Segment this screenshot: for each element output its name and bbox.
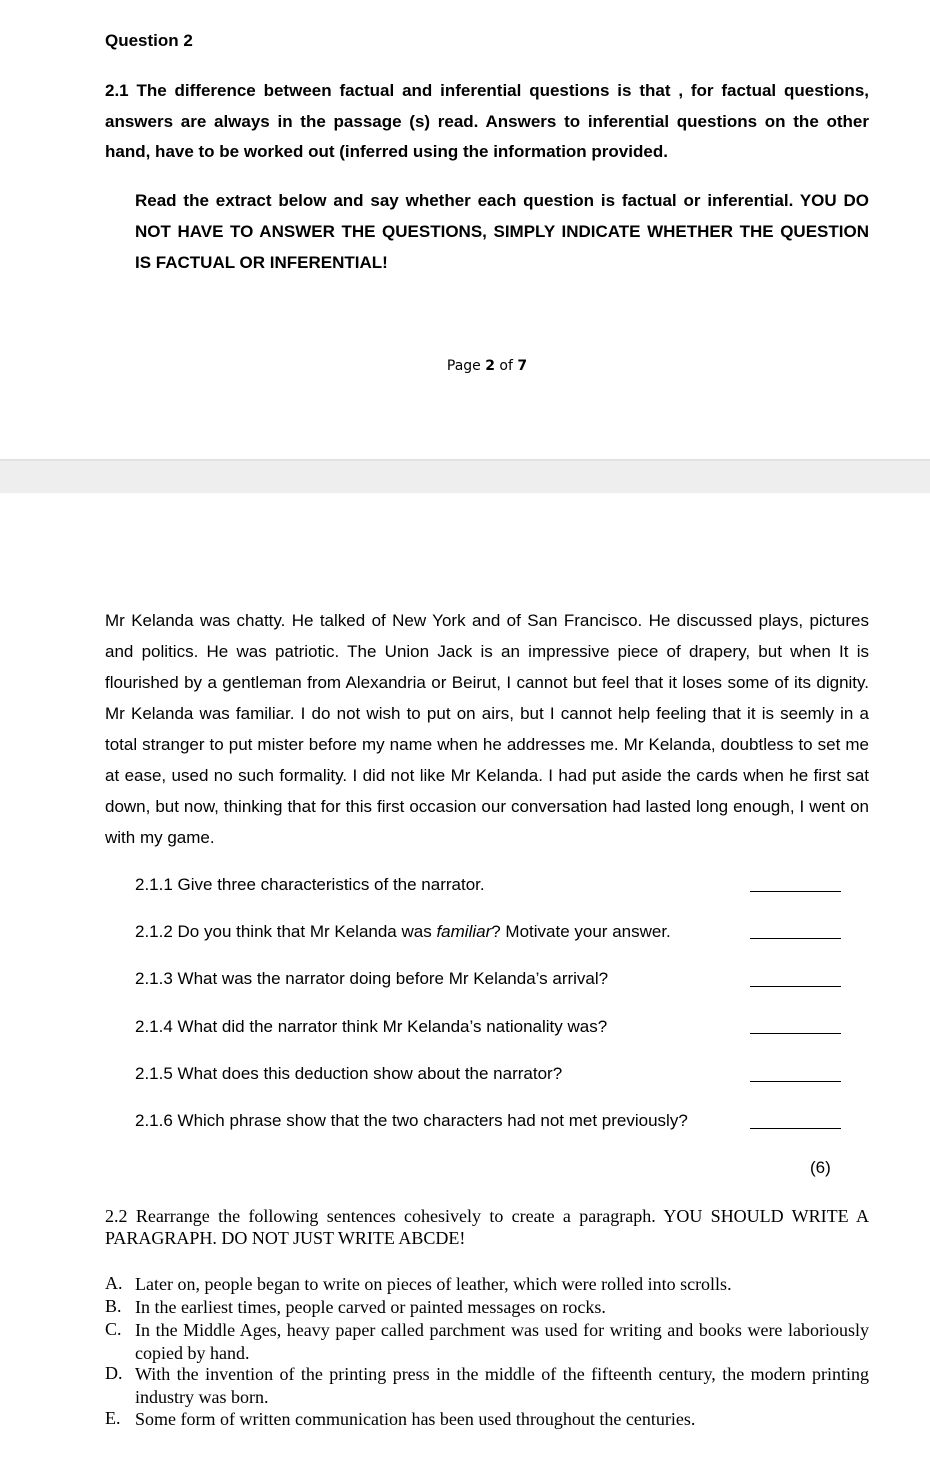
option-letter-d: D. bbox=[105, 1363, 123, 1383]
instruction-paragraph: Read the extract below and say whether each question is factual or inferential. YOU DO NOT HAVE TO ANSWER THE QUESTIONS, SIMPLY INDICATE WHETHER THE QUESTION IS FACTUAL OR INFERENTIAL! bbox=[135, 191, 869, 272]
question-2-1-2-italic: familiar bbox=[436, 922, 492, 941]
footer-total-pages: 7 bbox=[517, 358, 528, 374]
question-2-1-5: 2.1.5 What does this deduction show about the narrator? bbox=[135, 1064, 563, 1083]
option-text-e: Some form of written communication has been used throughout the centuries. bbox=[135, 1409, 696, 1429]
page-separator bbox=[0, 459, 930, 493]
intro-paragraph: 2.1 The difference between factual and inferential questions is that , for factual questions, answers are always in the passage (s) read. Answers to inferential questions on the other hand, have to be worked out (inferred using the information provided. bbox=[105, 81, 869, 161]
question-2-1-4: 2.1.4 What did the narrator think Mr Kelanda’s nationality was? bbox=[135, 1017, 608, 1036]
question-2-1-1: 2.1.1 Give three characteristics of the narrator. bbox=[135, 875, 485, 894]
question-2-1-6: 2.1.6 Which phrase show that the two characters had not met previously? bbox=[135, 1111, 688, 1130]
option-letter-e: E. bbox=[105, 1408, 121, 1428]
question-2-1-2-after: ? Motivate your answer. bbox=[491, 922, 671, 941]
extract-passage: Mr Kelanda was chatty. He talked of New York and of San Francisco. He discussed plays, pictures and politics. He was patriotic. The Union Jack is an impressive piece of drapery, but when It is flourished by a gentleman from Alexandria or Beirut, I cannot but feel that it loses some of its dignity. Mr Kelanda was familiar. I do not wish to put on airs, but I cannot help feeling that it is seemly in a total stranger to put mister before my name when he addresses me. Mr Kelanda, doubtless to set me at ease, used no such formality. I did not like Mr Kelanda. I had put aside the cards when he first sat down, but now, thinking that for this first occasion our conversation had lasted long enough, I went on with my game. bbox=[105, 611, 869, 847]
footer-middle: of bbox=[494, 358, 518, 374]
question-title: Question 2 bbox=[105, 31, 193, 50]
question-2-1-2-before: 2.1.2 Do you think that Mr Kelanda was bbox=[135, 922, 437, 941]
option-text-d: With the invention of the printing press in the middle of the fifteenth century, the modern printing industry was born. bbox=[135, 1364, 869, 1407]
option-letter-b: B. bbox=[105, 1296, 122, 1316]
marks-total: (6) bbox=[810, 1158, 831, 1177]
section-2-2-instruction: 2.2 Rearrange the following sentences cohesively to create a paragraph. YOU SHOULD WRITE A PARAGRAPH. DO NOT JUST WRITE ABCDE! bbox=[105, 1206, 869, 1248]
question-2-1-2 bbox=[135, 922, 671, 942]
option-letter-a: A. bbox=[105, 1273, 123, 1293]
footer-current-page: 2 bbox=[485, 358, 495, 374]
footer-prefix: Page bbox=[446, 358, 486, 374]
question-2-1-3: 2.1.3 What was the narrator doing before Mr Kelanda’s arrival? bbox=[135, 969, 609, 988]
option-text-a: Later on, people began to write on pieces of leather, which were rolled into scrolls. bbox=[135, 1274, 732, 1294]
answer-line-2-1-6 bbox=[750, 1128, 841, 1129]
option-letter-c: C. bbox=[105, 1319, 122, 1339]
option-text-b: In the earliest times, people carved or painted messages on rocks. bbox=[135, 1297, 606, 1317]
answer-line-2-1-2 bbox=[750, 938, 841, 939]
answer-line-2-1-4 bbox=[750, 1033, 841, 1034]
answer-line-2-1-1 bbox=[750, 891, 841, 892]
answer-line-2-1-3 bbox=[750, 986, 841, 987]
answer-line-2-1-5 bbox=[750, 1081, 841, 1082]
option-text-c: In the Middle Ages, heavy paper called parchment was used for writing and books were laboriously copied by hand. bbox=[135, 1320, 869, 1363]
page-footer bbox=[0, 358, 930, 374]
